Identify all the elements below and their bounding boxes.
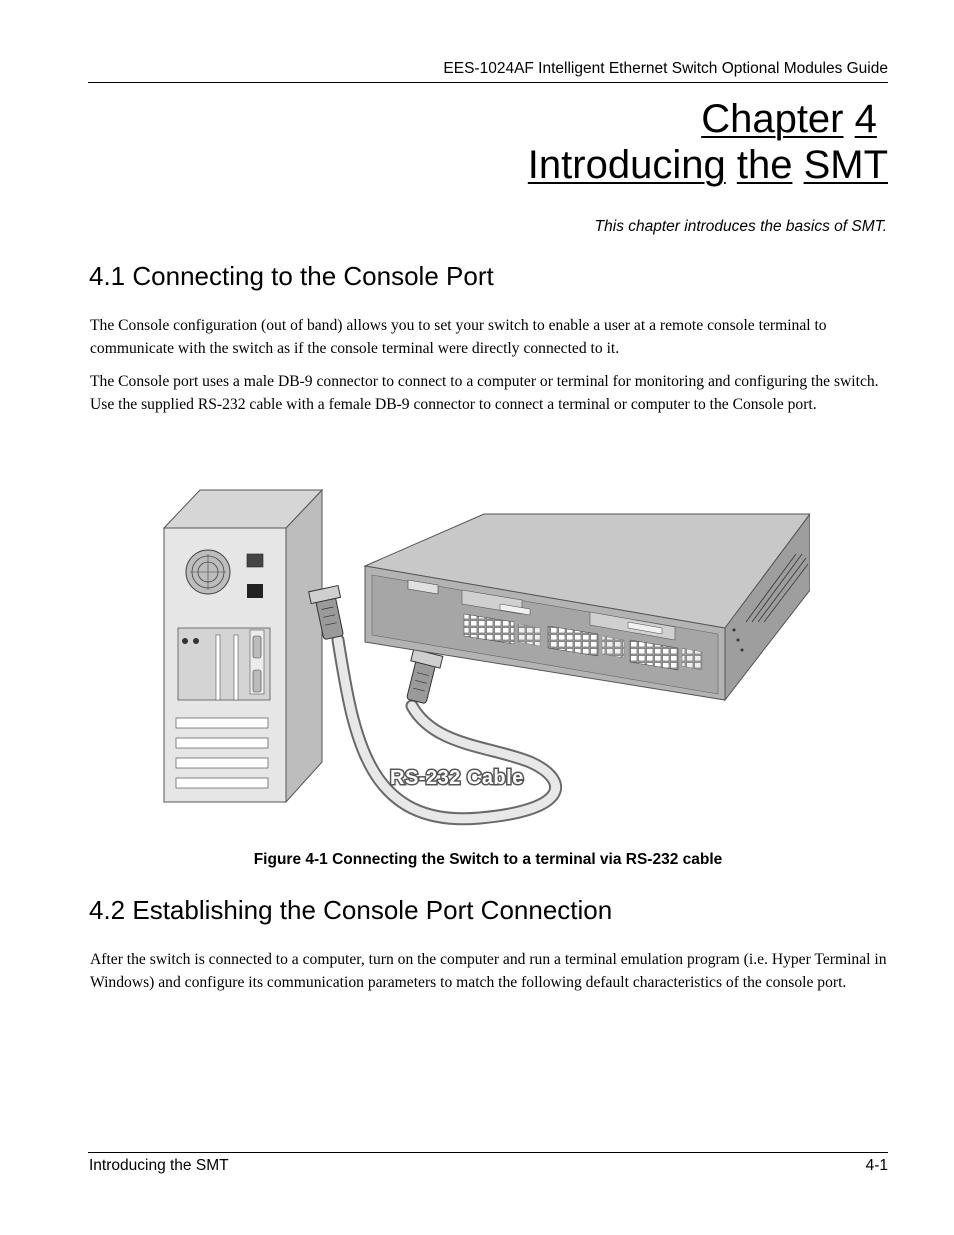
chapter-title-word-3: SMT (803, 143, 888, 187)
chapter-title-word-2: the (736, 143, 793, 187)
section-4-1-paragraph-2: The Console port uses a male DB-9 connector to connect to a computer or terminal for monitoring and configuring the switch. Use the supplied RS-232 cable with a female DB-9 connector to connect a terminal or computer to the Console port. (90, 373, 879, 413)
footer-chapter-name: Introducing the SMT (89, 1157, 229, 1174)
pc-tower (164, 490, 322, 802)
running-header: EES-1024AF Intelligent Ethernet Switch Optional Modules Guide (443, 60, 888, 77)
power-inlet-icon (247, 584, 263, 598)
figure-illustration (150, 480, 810, 830)
rs232-cable-label: RS-232 Cable (390, 767, 524, 789)
header-rule (88, 82, 888, 83)
section-heading-4-2: 4.2 Establishing the Console Port Connection (89, 895, 613, 925)
power-socket-icon (247, 554, 263, 567)
chapter-intro: This chapter introduces the basics of SMT. (594, 218, 887, 235)
chapter-number: 4 (854, 97, 877, 141)
chapter-title-word-1: Introducing (527, 143, 726, 187)
db9-connector-switch-icon (402, 649, 443, 705)
serial-port-icon (253, 636, 261, 658)
figure-console-connection (150, 480, 810, 830)
section-heading-4-1: 4.1 Connecting to the Console Port (89, 261, 494, 291)
footer-page-number: 4-1 (865, 1157, 888, 1174)
serial-port-icon (253, 670, 261, 692)
chapter-title (528, 96, 888, 188)
section-4-2-paragraph-1: After the switch is connected to a computer, turn on the computer and run a terminal emulation program (i.e. Hyper Terminal in Windows) and configure its communication parameters to match the following default characteristics of the console port. (90, 951, 887, 991)
section-4-1-paragraph-1: The Console configuration (out of band) allows you to set your switch to enable a user at a remote console terminal to communicate with the switch as if the console terminal were directly connected to it. (90, 317, 827, 357)
chapter-word: Chapter (701, 97, 844, 141)
footer-rule (88, 1152, 888, 1153)
figure-caption: Figure 4-1 Connecting the Switch to a terminal via RS-232 cable (253, 851, 723, 868)
